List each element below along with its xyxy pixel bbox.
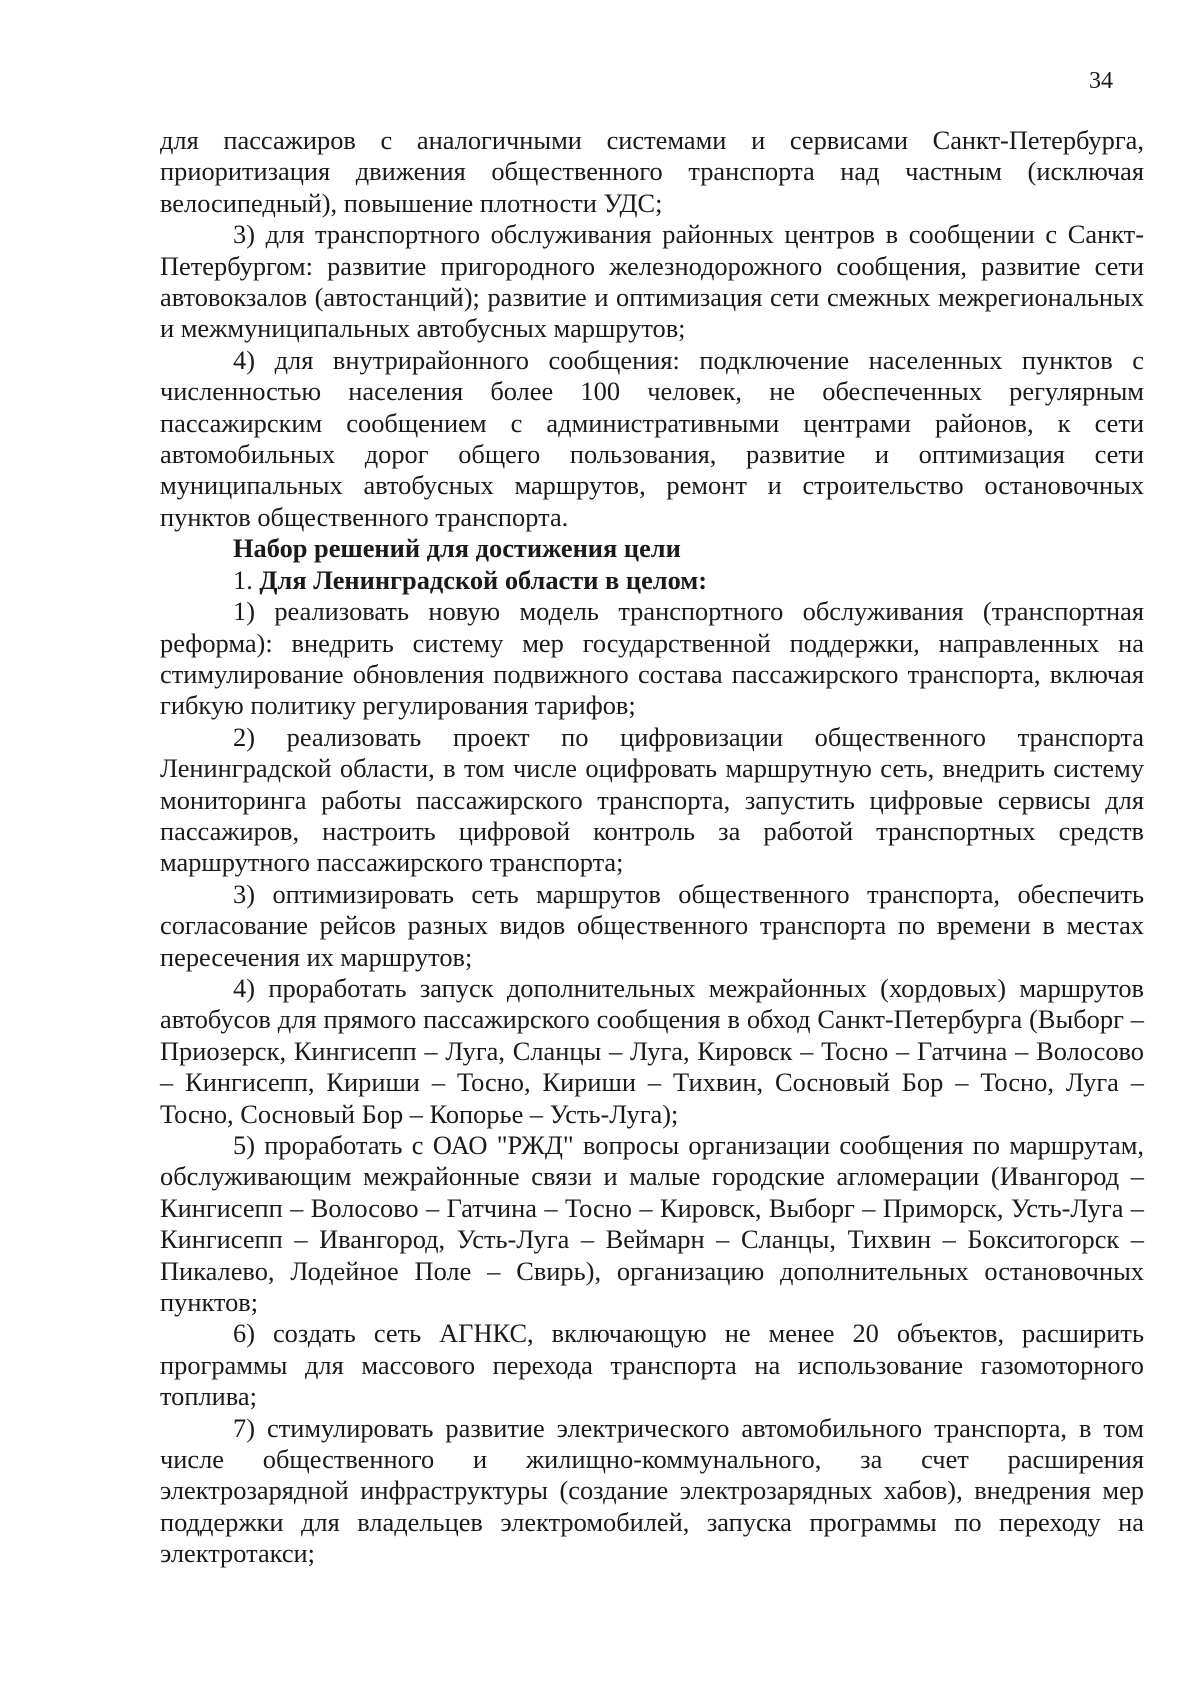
page-number: 34 [1089, 68, 1113, 94]
paragraph: 4) для внутрирайонного сообщения: подключение населенных пунктов с численностью населения более 100 человек, не обеспеченных регулярным пассажирским сообщением с административными центрами районов, к сети автомобильных дорог общего пользования, развитие и оптимизация сети муниципальных автобусных маршрутов, ремонт и строительство остановочных пунктов общественного транспорта. [160, 344, 1144, 532]
section-heading: Набор решений для достижения цели [233, 533, 681, 564]
paragraph: для пассажиров с аналогичными системами и сервисами Санкт-Петербурга, приоритизация движения общественного транспорта над частным (исключая велосипедный), повышение плотности УДС; [160, 125, 1144, 218]
list-item: 3) оптимизировать сеть маршрутов общественного транспорта, обеспечить согласование рейсов разных видов общественного транспорта по времени в местах пересечения их маршрутов; [160, 878, 1144, 972]
list-item: 1) реализовать новую модель транспортного обслуживания (транспортная реформа): внедрить систему мер государственной поддержки, направленных на стимулирование обновления подвижного состава пассажирского транспорта, включая гибкую политику регулирования тарифов; [160, 596, 1144, 721]
subsection-number: 1. [233, 564, 260, 595]
list-item: 7) стимулировать развитие электрического автомобильного транспорта, в том числе общественного и жилищно-коммунального, за счет расширения электрозарядной инфраструктуры (создание электрозарядных хабов), внедрения мер поддержки для владельцев электромобилей, запуска программы по переходу на электротакси; [160, 1412, 1144, 1569]
list-item: 6) создать сеть АГНКС, включающую не менее 20 объектов, расширить программы для массового перехода транспорта на использование газомоторного топлива; [160, 1318, 1144, 1412]
list-item: 2) реализовать проект по цифровизации общественного транспорта Ленинградской области, в том числе оцифровать маршрутную сеть, внедрить систему мониторинга работы пассажирского транспорта, запустить цифровые сервисы для пассажиров, настроить цифровой контроль за работой транспортных средств маршрутного пассажирского транспорта; [160, 721, 1144, 878]
subsection-title: Для Ленинградской области в целом: [259, 564, 708, 595]
subsection-heading [160, 565, 1144, 596]
paragraph: 3) для транспортного обслуживания районных центров в сообщении с Санкт-Петербургом: развитие пригородного железнодорожного сообщения, развитие сети автовокзалов (автостанций); развитие и оптимизация сети смежных межрегиональных и межмуниципальных автобусных маршрутов; [160, 219, 1144, 344]
document-body [160, 125, 1144, 1570]
list-item: 4) проработать запуск дополнительных межрайонных (хордовых) маршрутов автобусов для прямого пассажирского сообщения в обход Санкт-Петербурга (Выборг – Приозерск, Кингисепп – Луга, Сланцы – Луга, Кировск – Тосно – Гатчина – Волосово – Кингисепп, Кириши – Тосно, Кириши – Тихвин, Сосновый Бор – Тосно, Луга – Тосно, Сосновый Бор – Копорье – Усть-Луга); [160, 972, 1144, 1129]
list-item: 5) проработать с ОАО "РЖД" вопросы организации сообщения по маршрутам, обслуживающим межрайонные связи и малые городские агломерации (Ивангород – Кингисепп – Волосово – Гатчина – Тосно – Кировск, Выборг – Приморск, Усть-Луга – Кингисепп – Ивангород, Усть-Луга – Веймарн – Сланцы, Тихвин – Бокситогорск – Пикалево, Лодейное Поле – Свирь), организацию дополнительных остановочных пунктов; [160, 1130, 1144, 1318]
